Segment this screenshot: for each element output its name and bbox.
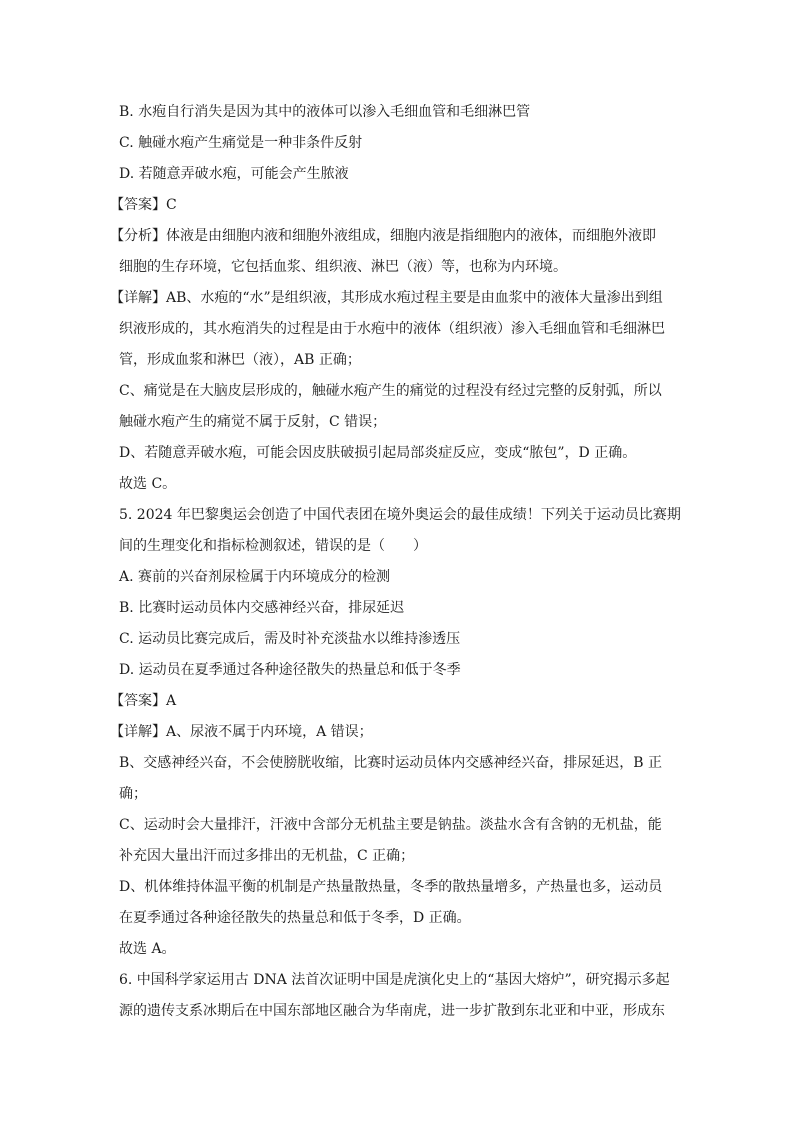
explanation-line: 织液形成的，其水疱消失的过程是由于水疱中的液体（组织液）渗入毛细血管和毛细淋巴 [119, 321, 665, 337]
explanation-line: 【详解】AB、水疱的“水”是组织液，其形成水疱过程主要是由血浆中的液体大量渗出到组 [110, 290, 663, 306]
explanation-line: 管，形成血浆和淋巴（液），AB 正确； [119, 352, 361, 368]
option-c-line: C. 触碰水疱产生痛觉是一种非条件反射 [119, 135, 363, 151]
question-stem-line: 6. 中国科学家运用古 DNA 法首次证明中国是虎演化史上的“基因大熔炉”，研究揭示多起 [119, 972, 670, 988]
question-stem-line: 源的遗传支系冰期后在中国东部地区融合为华南虎，进一步扩散到东北亚和中亚，形成东 [119, 1003, 665, 1019]
option-d-line: D. 运动员在夏季通过各种途径散失的热量总和低于冬季 [119, 662, 461, 678]
explanation-line: 【详解】A、尿液不属于内环境，A 错误； [110, 724, 373, 740]
question-stem-line: 间的生理变化和指标检测叙述，错误的是（ ） [119, 538, 427, 554]
analysis-line: 细胞的生存环境，它包括血浆、组织液、淋巴（液）等，也称为内环境。 [119, 259, 567, 275]
explanation-line: C、痛觉是在大脑皮层形成的，触碰水疱产生的痛觉的过程没有经过完整的反射弧，所以 [119, 383, 662, 399]
conclusion-line: 故选 A。 [119, 941, 176, 957]
explanation-line: 补充因大量出汗而过多排出的无机盐，C 正确； [119, 848, 415, 864]
explanation-line: C、运动时会大量排汗，汗液中含部分无机盐主要是钠盐。淡盐水含有含钠的无机盐，能 [119, 817, 662, 833]
explanation-line: D、机体维持体温平衡的机制是产热量散热量，冬季的散热量增多，产热量也多，运动员 [119, 879, 663, 895]
answer-line: 【答案】A [110, 693, 177, 709]
explanation-line: 在夏季通过各种途径散失的热量总和低于冬季，D 正确。 [119, 910, 471, 926]
option-b-line: B. 水疱自行消失是因为其中的液体可以渗入毛细血管和毛细淋巴管 [119, 104, 531, 120]
option-c-line: C. 运动员比赛完成后，需及时补充淡盐水以维持渗透压 [119, 631, 461, 647]
option-b-line: B. 比赛时运动员体内交感神经兴奋，排尿延迟 [119, 600, 405, 616]
analysis-line: 【分析】体液是由细胞内液和细胞外液组成，细胞内液是指细胞内的液体，而细胞外液即 [110, 228, 656, 244]
option-d-line: D. 若随意弄破水疱，可能会产生脓液 [119, 166, 349, 182]
explanation-line: D、若随意弄破水疱，可能会因皮肤破损引起局部炎症反应，变成“脓包”，D 正确。 [119, 445, 637, 461]
explanation-line: B、交感神经兴奋，不会使膀胱收缩，比赛时运动员体内交感神经兴奋，排尿延迟，B 正 [119, 755, 663, 771]
question-stem-line: 5. 2024 年巴黎奥运会创造了中国代表团在境外奥运会的最佳成绩！下列关于运动员比赛期 [119, 507, 681, 523]
explanation-line: 确； [119, 786, 147, 802]
explanation-line: 触碰水疱产生的痛觉不属于反射，C 错误； [119, 414, 387, 430]
conclusion-line: 故选 C。 [119, 476, 177, 492]
option-a-line: A. 赛前的兴奋剂尿检属于内环境成分的检测 [119, 569, 391, 585]
answer-line: 【答案】C [110, 197, 177, 213]
